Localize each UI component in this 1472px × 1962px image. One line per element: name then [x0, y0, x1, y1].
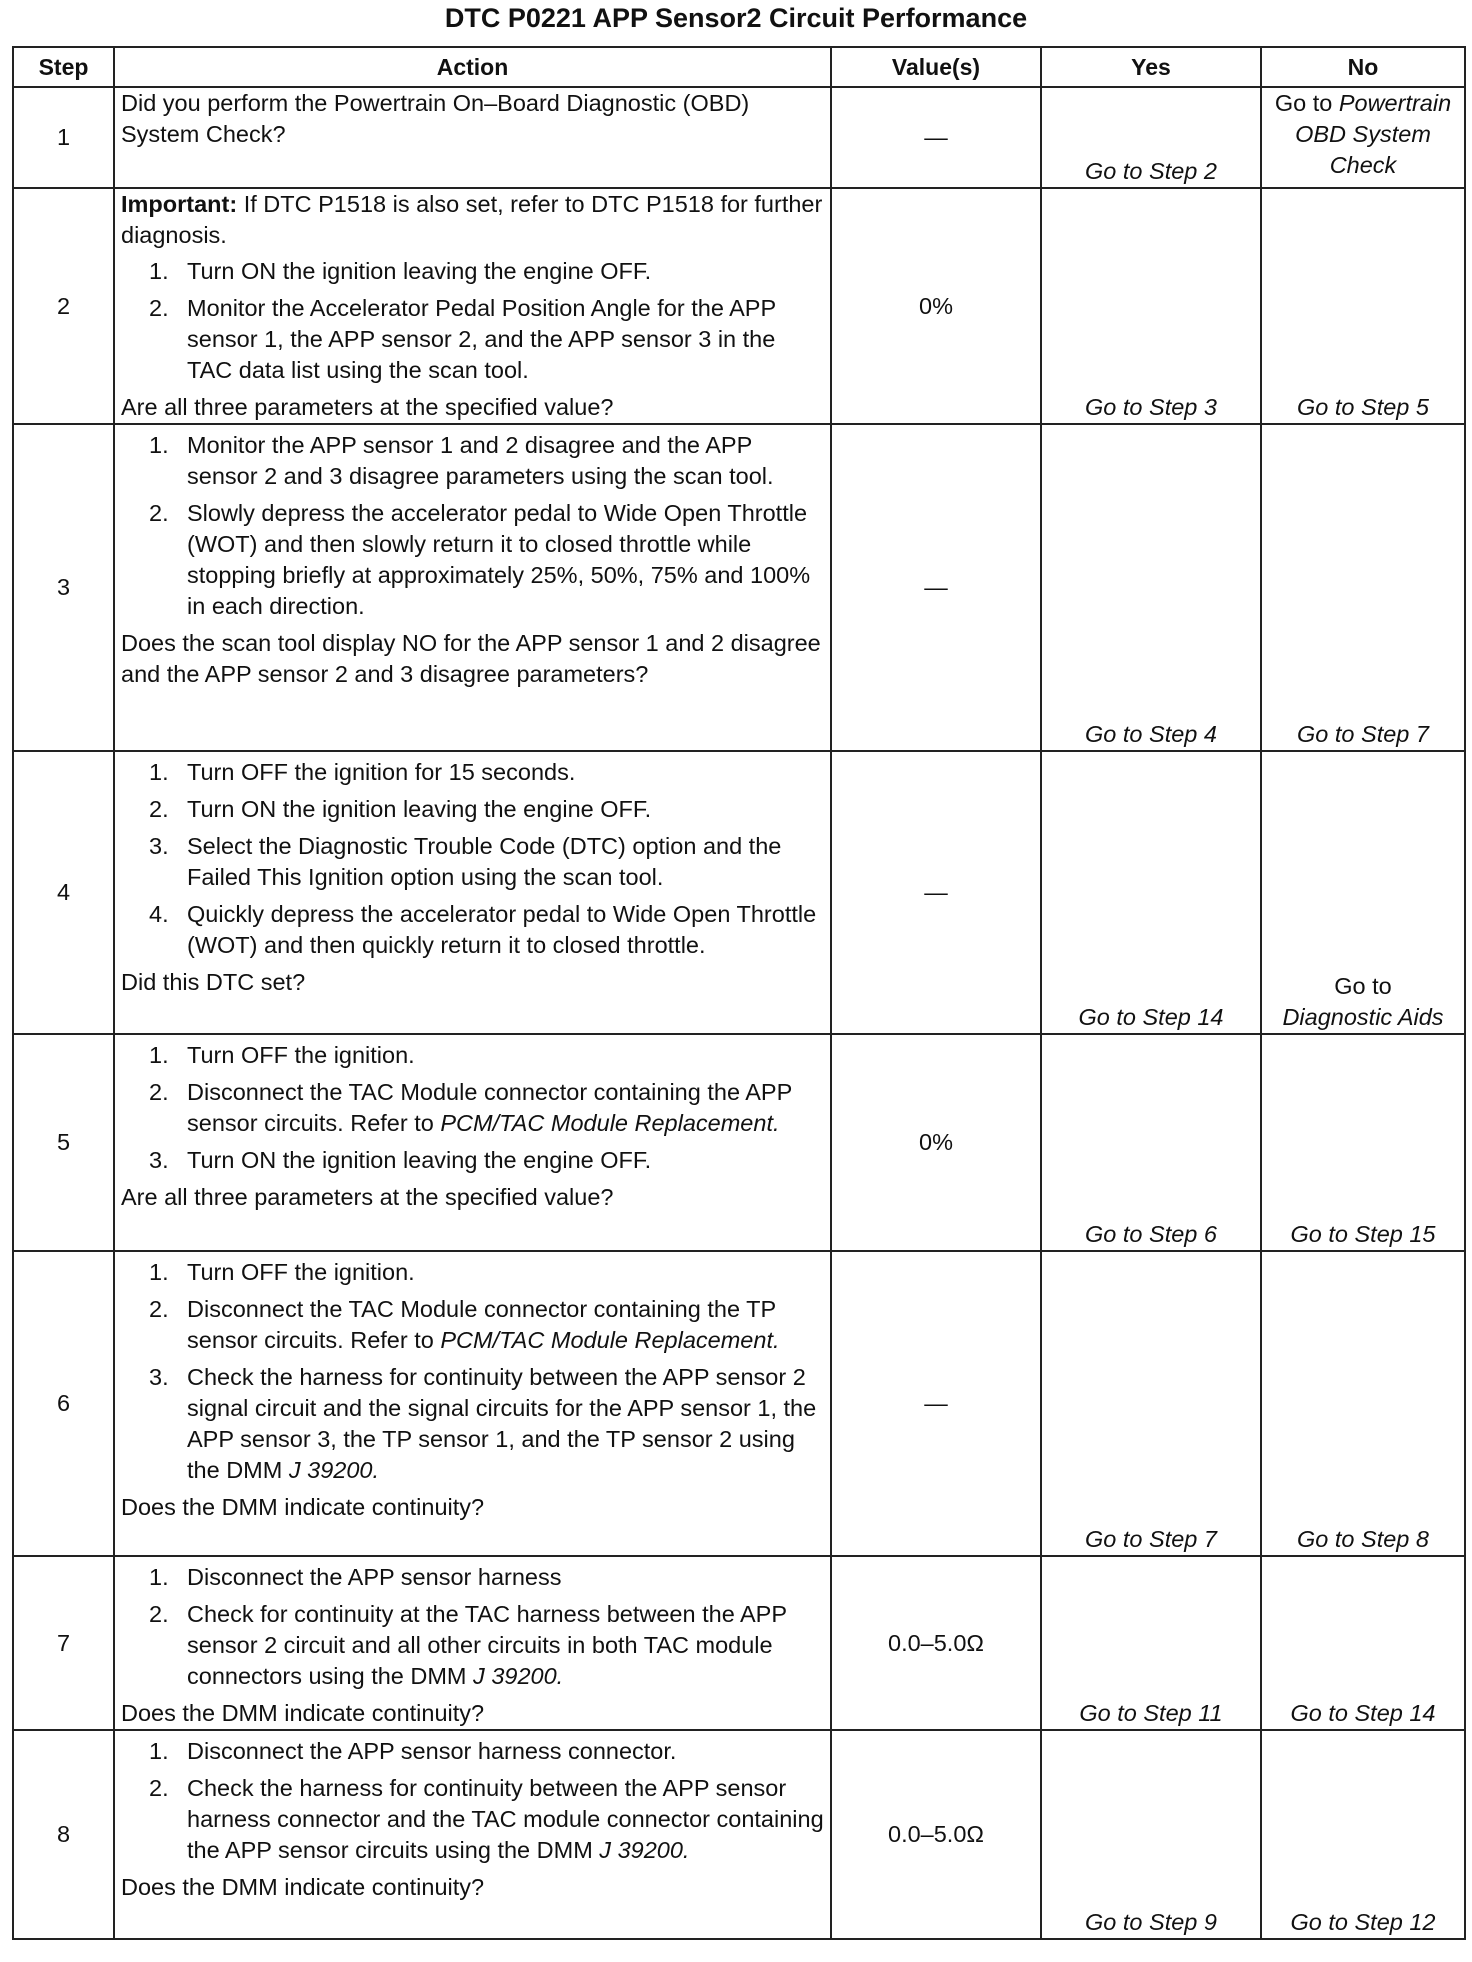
action-steps: [121, 1040, 824, 1176]
header-no: No: [1261, 47, 1465, 87]
no-cell: [1261, 1251, 1465, 1556]
yes-cell: [1041, 1556, 1261, 1730]
action-cell: [114, 424, 831, 751]
value-cell: 0%: [831, 188, 1041, 424]
table-row: [13, 188, 1465, 424]
no-cell: [1261, 188, 1465, 424]
action-cell: [114, 1034, 831, 1251]
list-item: 1. Turn OFF the ignition.: [149, 1259, 415, 1285]
table-row: [13, 424, 1465, 751]
yes-cell: [1041, 1034, 1261, 1251]
yes-cell: [1041, 87, 1261, 188]
yes-cell: [1041, 1251, 1261, 1556]
table-row: [13, 1730, 1465, 1939]
value-cell: —: [831, 87, 1041, 188]
table-row: [13, 751, 1465, 1034]
no-cell: [1261, 87, 1465, 188]
value-cell: —: [831, 1251, 1041, 1556]
value-cell: 0%: [831, 1034, 1041, 1251]
tool-reference: J 39200.: [288, 1457, 380, 1483]
no-link: Go to Step 14: [1290, 1700, 1436, 1726]
step-number: 6: [13, 1251, 114, 1556]
no-cell: [1261, 751, 1465, 1034]
list-item: 2. Slowly depress the accelerator pedal to Wide Open Throttle (WOT) and then slowly return it to closed throttle while stopping briefly at approximately 25%, 50%, 75% and 100% in each direction.: [149, 500, 811, 619]
header-values: Value(s): [831, 47, 1041, 87]
action-question: Does the DMM indicate continuity?: [121, 1874, 485, 1900]
action-steps: [121, 430, 824, 622]
action-steps: [121, 1736, 824, 1866]
list-item: 2. Check the harness for continuity between the APP sensor harness connector and the TAC module connector containing the APP sensor circuits using the DMM J 39200.: [149, 1775, 824, 1863]
step-number: 4: [13, 751, 114, 1034]
step-number: 7: [13, 1556, 114, 1730]
action-cell: [114, 1251, 831, 1556]
yes-link: Go to Step 4: [1085, 721, 1217, 747]
yes-cell: [1041, 188, 1261, 424]
action-question: Are all three parameters at the specified value?: [121, 1184, 614, 1210]
no-prefix: Go to: [1334, 973, 1392, 999]
reference-link: PCM/TAC Module Replacement.: [440, 1110, 780, 1136]
yes-link: Go to Step 3: [1085, 394, 1217, 420]
no-link: Go to Step 15: [1290, 1221, 1436, 1247]
important-label: Important:: [121, 191, 238, 217]
yes-link: Go to Step 9: [1085, 1909, 1217, 1935]
tool-reference: J 39200.: [599, 1837, 690, 1863]
header-yes: Yes: [1041, 47, 1261, 87]
action-question: Does the DMM indicate continuity?: [121, 1700, 485, 1726]
no-link: Go to Step 8: [1297, 1526, 1429, 1552]
table-row: [13, 87, 1465, 188]
action-steps: [121, 757, 824, 961]
action-steps: [121, 1562, 824, 1692]
no-link: Go to Step 12: [1290, 1909, 1436, 1935]
list-item: 4. Quickly depress the accelerator pedal to Wide Open Throttle (WOT) and then quickly return it to closed throttle.: [149, 901, 817, 958]
step-number: 2: [13, 188, 114, 424]
no-cell: [1261, 1556, 1465, 1730]
no-link: Powertrain OBD System Check: [1295, 90, 1452, 178]
step-number: 3: [13, 424, 114, 751]
list-item: 3. Select the Diagnostic Trouble Code (DTC) option and the Failed This Ignition option using the scan tool.: [149, 833, 782, 890]
yes-link: Go to Step 6: [1085, 1221, 1217, 1247]
header-step: Step: [13, 47, 114, 87]
yes-link: Go to Step 7: [1085, 1526, 1217, 1552]
value-cell: 0.0–5.0Ω: [831, 1556, 1041, 1730]
important-note: [121, 189, 824, 251]
table-row: [13, 1251, 1465, 1556]
list-item: 1. Monitor the APP sensor 1 and 2 disagree and the APP sensor 2 and 3 disagree parameters using the scan tool.: [149, 432, 774, 489]
action-question: Does the DMM indicate continuity?: [121, 1494, 485, 1520]
action-question: Does the scan tool display NO for the APP sensor 1 and 2 disagree and the APP sensor 2 and 3 disagree parameters?: [121, 630, 821, 687]
action-cell: [114, 188, 831, 424]
no-link: Go to Step 7: [1297, 721, 1429, 747]
action-cell: [114, 87, 831, 188]
action-cell: [114, 1556, 831, 1730]
no-link: Diagnostic Aids: [1282, 1004, 1444, 1030]
value-cell: 0.0–5.0Ω: [831, 1730, 1041, 1939]
page-title: DTC P0221 APP Sensor2 Circuit Performance: [444, 3, 1028, 33]
list-item: 2. Disconnect the TAC Module connector containing the APP sensor circuits. Refer to PCM/TAC Module Replacement.: [149, 1079, 792, 1136]
header-action: Action: [114, 47, 831, 87]
table-header-row: [13, 47, 1465, 87]
no-cell: [1261, 1730, 1465, 1939]
list-item: 1. Disconnect the APP sensor harness: [149, 1564, 562, 1590]
reference-link: PCM/TAC Module Replacement.: [440, 1327, 780, 1353]
list-item: 2. Monitor the Accelerator Pedal Position Angle for the APP sensor 1, the APP sensor 2, and the APP sensor 3 in the TAC data list using the scan tool.: [149, 295, 776, 383]
value-cell: —: [831, 424, 1041, 751]
list-item: 2. Disconnect the TAC Module connector containing the TP sensor circuits. Refer to PCM/TAC Module Replacement.: [149, 1296, 780, 1353]
list-item: 3. Turn ON the ignition leaving the engine OFF.: [149, 1147, 652, 1173]
yes-link: Go to Step 14: [1078, 1004, 1224, 1030]
list-item: 1. Turn ON the ignition leaving the engine OFF.: [149, 258, 652, 284]
list-item: 1. Turn OFF the ignition.: [149, 1042, 415, 1068]
step-number: 8: [13, 1730, 114, 1939]
action-question: Did you perform the Powertrain On–Board Diagnostic (OBD) System Check?: [121, 90, 750, 147]
yes-cell: [1041, 424, 1261, 751]
yes-cell: [1041, 751, 1261, 1034]
tool-reference: J 39200.: [473, 1663, 564, 1689]
list-item: 1. Disconnect the APP sensor harness connector.: [149, 1738, 677, 1764]
list-item: 2. Check for continuity at the TAC harness between the APP sensor 2 circuit and all other circuits in both TAC module connectors using the DMM J 39200.: [149, 1601, 787, 1689]
yes-link: Go to Step 11: [1079, 1700, 1223, 1726]
action-steps: [121, 256, 824, 386]
no-cell: [1261, 1034, 1465, 1251]
value-cell: —: [831, 751, 1041, 1034]
yes-link: Go to Step 2: [1085, 158, 1217, 184]
important-text: If DTC P1518 is also set, refer to DTC P1518 for further diagnosis.: [121, 191, 823, 248]
step-number: 5: [13, 1034, 114, 1251]
action-steps: [121, 1257, 824, 1486]
list-item: 1. Turn OFF the ignition for 15 seconds.: [149, 759, 576, 785]
action-cell: [114, 1730, 831, 1939]
no-cell: [1261, 424, 1465, 751]
no-prefix: Go to: [1274, 90, 1333, 116]
diagnostic-table: [12, 46, 1466, 1940]
list-item: 2. Turn ON the ignition leaving the engine OFF.: [149, 796, 652, 822]
yes-cell: [1041, 1730, 1261, 1939]
step-number: 1: [13, 87, 114, 188]
table-row: [13, 1556, 1465, 1730]
action-cell: [114, 751, 831, 1034]
action-question: Did this DTC set?: [121, 969, 306, 995]
list-item: 3. Check the harness for continuity between the APP sensor 2 signal circuit and the signal circuits for the APP sensor 1, the APP sensor 3, the TP sensor 1, and the TP sensor 2 using the DMM J 39200.: [149, 1364, 817, 1483]
action-question: Are all three parameters at the specified value?: [121, 394, 614, 420]
table-row: [13, 1034, 1465, 1251]
no-link: Go to Step 5: [1297, 394, 1429, 420]
